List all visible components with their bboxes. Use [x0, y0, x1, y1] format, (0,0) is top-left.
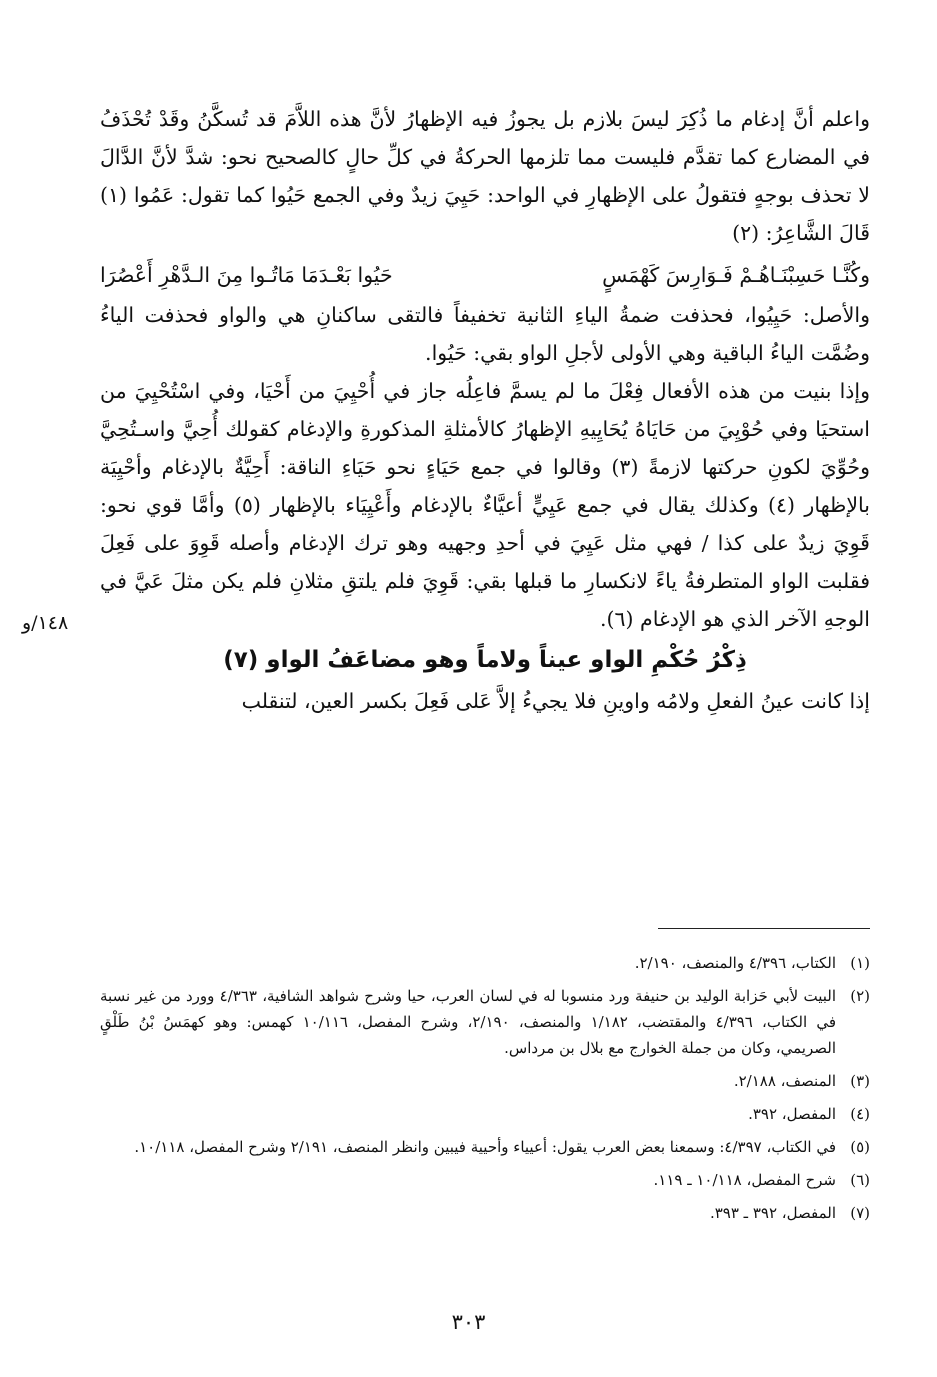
footnote-text: المنصف، ٢/١٨٨.: [733, 1072, 836, 1090]
poetry-verse: [100, 256, 870, 294]
paragraph-1: واعلم أنَّ إدغام ما ذُكِرَ ليسَ بلازم بل يجوزُ فيه الإظهارُ لأنَّ هذه اللاَّمَ قد تُسكَّنُ وقَدْ تُحْذَفُ في المضارع كما تقدَّم فليست مما تلزمها الحركةُ في كلِّ حالٍ كالصحيح نحو: شدَّ لأنَّ الدَّالَ لا تحذف بوجهٍ فتقولُ على الإظهارِ في الواحد: حَيِيَ زيدٌ وفي الجمع حَيُوا كما تقول: عَمُوا (١) قَالَ الشَّاعِرُ: (٢): [100, 107, 870, 245]
verse-first-hemistich: وكُنَّـا حَسِبْنَـاهُـمْ فَـوَارِسَ كَهْمَسٍ: [602, 263, 870, 287]
main-text: [100, 100, 870, 720]
footnote-3: [100, 1068, 870, 1094]
footnote-number: (٣): [850, 1072, 870, 1090]
footnote-text: الكتاب، ٤/٣٩٦ والمنصف، ٢/١٩٠.: [634, 954, 836, 972]
footnote-text: المفصل، ٣٩٢ ـ ٣٩٣.: [709, 1204, 836, 1222]
footnote-7: [100, 1200, 870, 1226]
verse-second-hemistich: حَيُوا بَعْـدَمَا مَاتُـوا مِنَ الـدَّهْرِ أَعْصُرَا: [100, 263, 393, 287]
paragraph-4: إذا كانت عينُ الفعلِ ولامُه واوينِ فلا يجيءُ إلاَّ عَلى فَعِلَ بكسر العين، لتنقلب: [241, 689, 870, 713]
footnote-text: البيت لأبي حَزابة الوليد بن حنيفة ورد منسوبا له في لسان العرب، حيا وشرح شواهد الشافية، ٤/٣٦٣ وورد من غير نسبة في الكتاب، ٤/٣٩٦ والمقتضب، ١/١٨٢ والمنصف، ٢/١٩٠، وشرح المفصل، ١٠/١١٦ كهمس: وهو كهمَسُ بْنُ طَلْقٍ الصريمي، وكان من جملة الخوارج مع بلال بن مرداس.: [100, 987, 836, 1057]
footnote-text: شرح المفصل، ١٠/١١٨ ـ ١١٩.: [653, 1171, 836, 1189]
footnotes: [100, 950, 870, 1233]
footnote-1: [100, 950, 870, 976]
footnote-text: في الكتاب، ٤/٣٩٧: وسمعنا بعض العرب يقول: أعيياء وأحيية فيبين وانظر المنصف، ٢/١٩١ وشرح المفصل، ١٠/١١٨.: [134, 1138, 836, 1156]
manuscript-folio-marker: ١٤٨/و: [22, 612, 69, 634]
page-number: ٣٠٣: [451, 1310, 486, 1334]
footnote-number: (٥): [850, 1138, 870, 1156]
footnote-text: المفصل، ٣٩٢.: [748, 1105, 836, 1123]
footnote-number: (٧): [850, 1204, 870, 1222]
footnote-number: (٢): [850, 987, 870, 1005]
footnote-5: [100, 1134, 870, 1160]
footnote-4: [100, 1101, 870, 1127]
section-heading: ذِكْرُ حُكْمِ الواو عيناً ولاماً وهو مضاعَفُ الواو (٧): [223, 647, 747, 673]
footnote-number: (٦): [850, 1171, 870, 1189]
footnote-number: (٤): [850, 1105, 870, 1123]
footnote-divider: [658, 928, 870, 929]
footnote-6: [100, 1167, 870, 1193]
paragraph-2: والأصل: حَيِيُوا، فحذفت ضمةُ الياءِ الثانية تخفيفاً فالتقى ساكنانِ هي والواو فحذفت الياءُ وضُمَّت الياءُ الباقية وهي الأولى لأجلِ الواو بقي: حَيُوا.: [100, 303, 870, 365]
paragraph-3: وإذا بنيت من هذه الأفعال فِعْلَ ما لم يسمَّ فاعِلُه جاز في أُحْيِيَ من أَحْيَا، وفي اسْتُحْيِيَ من استحيَا وفي حُوْيِيَ من حَايَاهُ يُحَايِيهِ الإظهارُ كالأمثلةِ المذكورةِ والإدغام كقولك أُحِيَّ واسـتُحِيَّ وحُوِّيَ لكونِ حركتها لازمةً (٣) وقالوا في جمع حَيَاءٍ نحو حَيَاءِ الناقة: أَحِيَّةٌ بالإدغام وأحْيِيَة بالإظهار (٤) وكذلك يقال في جمع عَيِيٍّ أعيَّاءٌ بالإدغام وأَعْيِيَاء بالإظهار (٥) وأمَّا قوي نحو: قَوِيَ زيدٌ على كذا / فهي مثل عَيِيَ في أحدِ وجهيه وهو ترك الإدغام وأصله قَوِوَ على فَعِلَ فقلبت الواو المتطرفةُ ياءً لانكسارِ ما قبلها بقي: قَوِيَ فلم يلتقِ مثلانِ فلم يكن مثلَ عَيَّ في الوجهِ الآخر الذي هو الإدغام (٦).: [100, 379, 871, 631]
footnote-number: (١): [850, 954, 870, 972]
footnote-2: [100, 983, 870, 1061]
